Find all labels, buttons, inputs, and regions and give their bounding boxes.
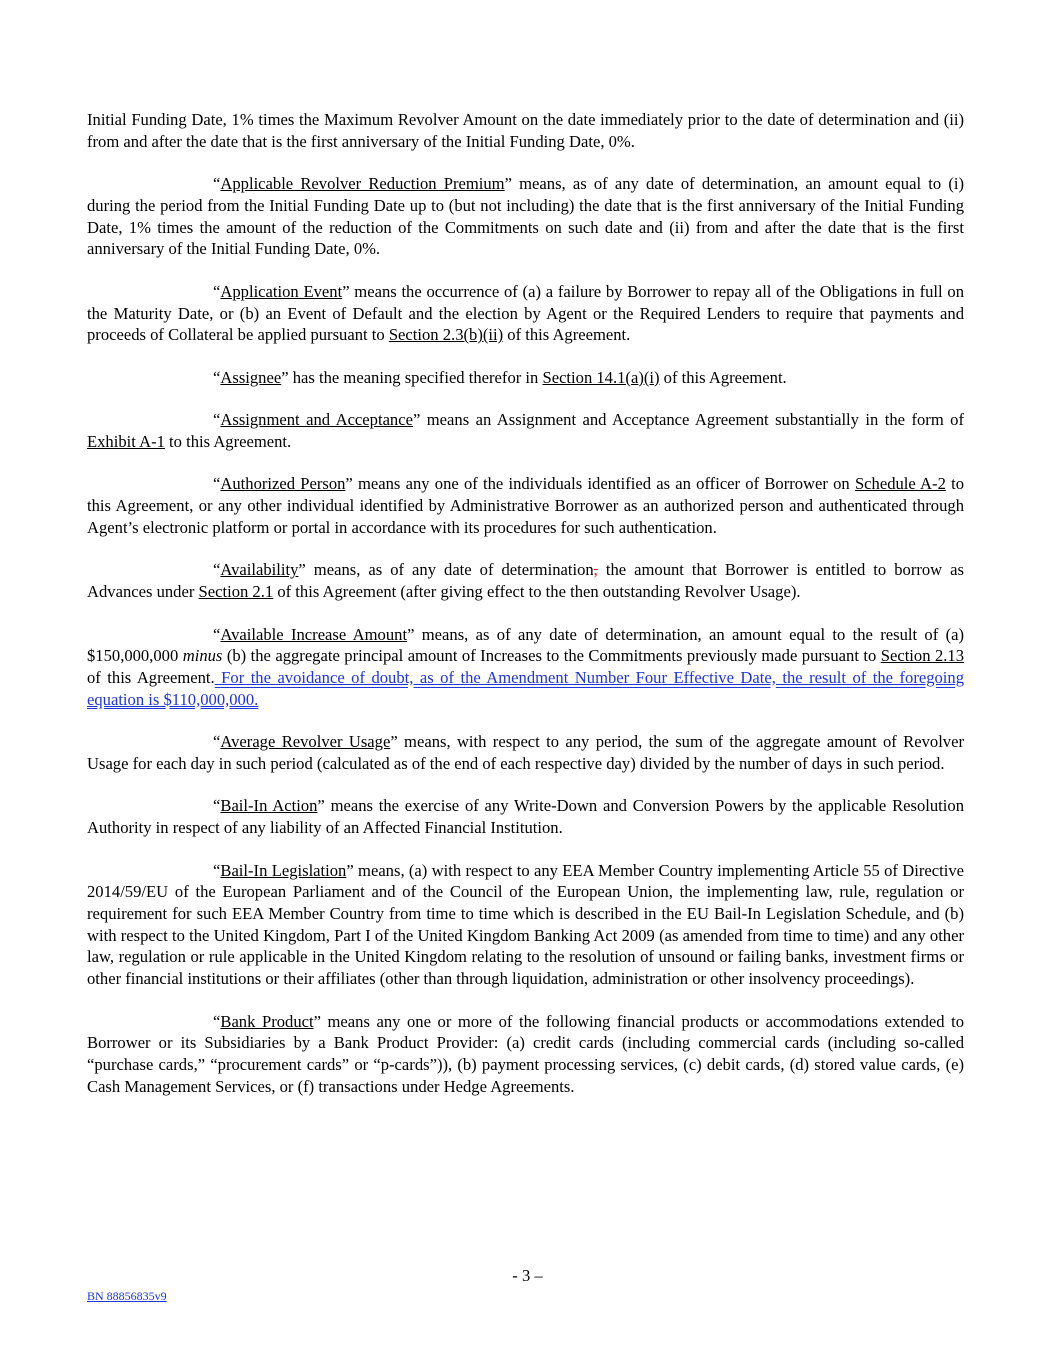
definition-text: ” means any one or more of the following financial products or accommodations extended to Borrower or its Subsidiaries by a Bank Product Provider: (a) credit cards (including commercial cards (including so-called “purchase cards,” “procurement cards” or “p-cards”)), (b) payment processing services, (c) debit cards, (d) stored value cards, (e) Cash Management Services, or (f) transactions under Hedge Agreements. (87, 1011, 965, 1096)
definition-text: ” means an Assignment and Acceptance Agreement substantially in the form of (412, 410, 964, 430)
defined-term: Assignment and Acceptance (220, 410, 413, 430)
defined-term: Availability (220, 560, 299, 580)
minus-operator: minus (182, 646, 223, 666)
definition-text: to this Agreement. (164, 431, 292, 451)
open-quote: “ (213, 1011, 221, 1031)
defined-term: Average Revolver Usage (220, 732, 391, 752)
document-id-footer: BN 88856835v9 (87, 1289, 167, 1303)
definition-text: ” means, as of any date of determination, an amount equal to (i) during the period from the Initial Funding Date up to (but not including) the date that is the first anniversary of the Initial Funding Date, 1% times the amount of the reduction of the Commitments on such date and (ii) from and after the date that is the first anniversary of the Initial Funding Date, 0%. (87, 174, 964, 259)
defined-term: Authorized Person (220, 474, 346, 494)
definition-text: ” means, as of any date of determination, an amount equal to the result of (a) $150,000,000 (87, 624, 965, 666)
section-reference: Section 2.1 (198, 582, 274, 602)
definition-average-revolver-usage (87, 731, 964, 774)
open-quote: “ (213, 796, 221, 816)
definition-text: ” means the exercise of any Write-Down and Conversion Powers by the applicable Resolution Authority in respect of any liability of an Affected Financial Institution. (87, 796, 964, 838)
definition-bail-in-action (87, 795, 964, 838)
open-quote: “ (213, 410, 221, 430)
definition-text: of this Agreement. (87, 667, 215, 687)
definition-text: to this Agreement, or any other individual identified by Administrative Borrower as an authorized person and authenticated through Agent’s electronic platform or portal in accordance with its procedures for such authentication. (87, 474, 964, 537)
open-quote: “ (213, 281, 221, 301)
section-reference: Section 14.1(a)(i) (542, 367, 660, 387)
exhibit-reference: Exhibit A-1 (87, 431, 165, 451)
open-quote: “ (213, 732, 221, 752)
definition-available-increase-amount (87, 624, 964, 711)
definition-text: of this Agreement. (503, 325, 631, 345)
definition-authorized-person (87, 473, 964, 538)
definition-text: ” means the occurrence of (a) a failure by Borrower to repay all of the Obligations in full on the Maturity Date, or (b) an Event of Default and the election by Agent or the Required Lenders to require that payments and proceeds of Collateral be applied pursuant to (87, 281, 964, 345)
definition-text: ” has the meaning specified therefor in (281, 367, 543, 387)
definition-assignee (87, 367, 964, 389)
definition-text: ” means, (a) with respect to any EEA Member Country implementing Article 55 of Directive 2014/59/EU of the European Parliament and of the Council of the European Union, the implementing law, rule, regulation or requirement for such EEA Member Country from time to time which is described in the EU Bail-In Legislation Schedule, and (b) with respect to the United Kingdom, Part I of the United Kingdom Banking Act 2009 (as amended from time to time) and any other law, regulation or rule applicable in the United Kingdom relating to the resolution of unsound or failing banks, investment firms or other financial institutions or their affiliates (other than through liquidation, administration or other insolvency proceedings). (87, 860, 964, 989)
defined-term: Application Event (220, 281, 343, 301)
paragraph-text: Initial Funding Date, 1% times the Maximum Revolver Amount on the date immediately prior to the date of determination and (ii) from and after the date that is the first anniversary of the Initial Funding Date, 0%. (87, 110, 964, 151)
definition-text: of this Agreement (after giving effect to the then outstanding Revolver Usage). (273, 582, 801, 602)
definition-bail-in-legislation (87, 860, 964, 990)
definition-bank-product (87, 1011, 964, 1098)
defined-term: Available Increase Amount (220, 624, 408, 644)
section-reference: Section 2.13 (880, 646, 964, 666)
open-quote: “ (213, 624, 221, 644)
definition-text: ” means, with respect to any period, the sum of the aggregate amount of Revolver Usage for each day in such period (calculated as of the end of each respective day) divided by the number of days in such period. (87, 732, 964, 773)
paragraph-continuation (87, 109, 964, 152)
open-quote: “ (213, 860, 221, 880)
schedule-reference: Schedule A-2 (854, 474, 946, 494)
defined-term: Bail-In Legislation (220, 860, 347, 880)
defined-term: Assignee (220, 367, 282, 387)
definition-text: ” means any one of the individuals identified as an officer of Borrower on (345, 474, 855, 494)
definition-text: of this Agreement. (659, 367, 787, 387)
definition-assignment-and-acceptance (87, 409, 964, 452)
page-number: - 3 – (512, 1266, 543, 1285)
definition-availability (87, 559, 964, 602)
definition-text: (b) the aggregate principal amount of Increases to the Commitments previously made pursuant to (222, 646, 881, 666)
defined-term: Bank Product (220, 1011, 314, 1031)
defined-term: Applicable Revolver Reduction Premium (220, 174, 505, 194)
open-quote: “ (213, 560, 221, 580)
open-quote: “ (213, 174, 221, 194)
section-reference: Section 2.3(b)(ii) (388, 325, 504, 345)
definition-text: the amount that Borrower is entitled to borrow as Advances under (87, 560, 964, 602)
document-body (87, 109, 964, 1118)
definition-application-event (87, 281, 964, 346)
definition-applicable-revolver-reduction-premium (87, 173, 964, 260)
open-quote: “ (213, 474, 221, 494)
open-quote: “ (213, 367, 221, 387)
defined-term: Bail-In Action (220, 796, 318, 816)
definition-text: ” means, as of any date of determination (298, 560, 594, 580)
deleted-revision: , (593, 560, 598, 580)
inserted-revision: For the avoidance of doubt, as of the Amendment Number Four Effective Date, the result of the foregoing equation is $110,000,000. (87, 667, 965, 709)
